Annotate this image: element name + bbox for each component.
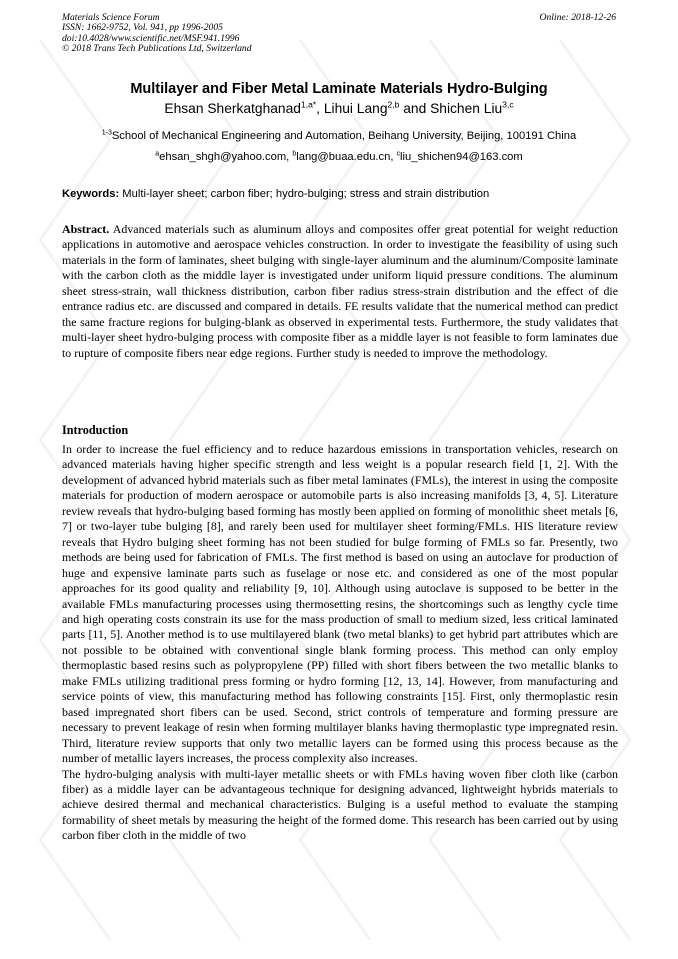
- author-superscript: 2,b: [387, 99, 400, 110]
- author-list: [0, 101, 678, 116]
- author-separator: and: [399, 101, 431, 116]
- email-link[interactable]: lang@buaa.edu.cn,: [296, 151, 397, 163]
- email-superscript: b: [292, 150, 297, 158]
- author-name: Lihui Lang: [323, 101, 388, 116]
- author-superscript: 1,a*: [300, 99, 317, 110]
- copyright-line: © 2018 Trans Tech Publications Ltd, Switzerland: [62, 43, 252, 55]
- online-date: Online: 2018-12-26: [539, 12, 616, 23]
- affiliation-superscript: 1-3: [101, 129, 112, 137]
- paragraph: In order to increase the fuel efficiency and to reduce hazardous emissions in transportation vehicles, research on advanced materials having higher specific strength and less weight is a popular research field [1, 2]. With the development of advanced hybrid materials such as fiber metal laminates (FMLs), the interest in using the composite materials for production of modern aerospace or automobile parts is also increasing manifolds [3, 4, 5]. Literature review reveals that hydro-bulging based forming has mostly been applied on forming of monolithic sheet metals [6, 7] or two-layer tube bulging [8], and rarely been used for multilayer sheet forming/FMLs. HIS literature review reveals that Hydro bulging sheet forming has not been studied for bulge forming of FMLs so far. Presently, two methods are being used for fabrication of FMLs. The first method is based on using an autoclave for production of huge and expensive laminate parts such as fuselage or nose etc. and considered as one of the most popular approaches for its good quality and reliability [9, 10]. Although using autoclave is supposed to be better in the available FMLs manufacturing processes using thermosetting resins, the shortcomings such as lengthy cycle time and high operating costs constrain its use for the mass production of small to medium sized, less critical laminated parts [11, 5]. Another method is to use multilayered blank (two metal blanks) to get hybrid part attributes which are not possible to be obtained with conventional single blank forming process. This method can only employ thermoplastic based resins such as polypropylene (PP) filled with short fibers between the two metallic blanks to make FMLs utilizing traditional press forming or hydro forming [12, 13, 14]. However, from manufacturing and service points of view, this manufacturing method has following constraints [15]. First, only thermoplastic resin based impregnated short fibers can be used. Second, strict controls of temperature and forming pressure are necessary to prevent leakage of resin when forming multilayer blanks having thermoplastic type impregnated resin. Third, literature review supports that only two metallic layers can be formed using this process because as the number of metallic layers increases, the process complexity also increases.: [62, 442, 618, 766]
- affiliation: [0, 130, 678, 142]
- section-heading: Introduction: [62, 423, 129, 437]
- paper-title: Multilayer and Fiber Metal Laminate Materials Hydro-Bulging: [130, 81, 548, 97]
- author-superscript: 3,c: [502, 99, 514, 110]
- author-separator: ,: [316, 101, 324, 116]
- abstract: [62, 222, 618, 361]
- introduction-body: [62, 442, 618, 942]
- page-header: [62, 13, 616, 55]
- keywords-text: Multi-layer sheet; carbon fiber; hydro-bulging; stress and strain distribution: [119, 188, 490, 200]
- affiliation-text: School of Mechanical Engineering and Automation, Beihang University, Beijing, 100191 China: [111, 130, 577, 142]
- journal-name: Materials Science Forum: [62, 12, 160, 23]
- keywords-label: Keywords:: [62, 188, 120, 200]
- abstract-label: Abstract.: [62, 222, 110, 236]
- author-name: Ehsan Sherkatghanad: [164, 101, 301, 116]
- email-link[interactable]: ehsan_shgh@yahoo.com,: [159, 151, 293, 163]
- author-name: Shichen Liu: [430, 101, 503, 116]
- email-superscript: c: [396, 150, 401, 158]
- abstract-text: Advanced materials such as aluminum alloys and composites offer great potential for weight reduction applications in automotive and aerospace vehicles construction. In order to investigate the feasibility of using such materials in the form of laminates, sheet bulging with single-layer aluminum and the aluminum/Composite laminate with the carbon cloth as the middle layer is investigated under uniform liquid pressure conditions. The aluminum sheet stress-strain, wall thickness distribution, carbon fiber radius stress-strain distribution and the effect of die entrance radius etc. are discussed and compared in details. FE results validate that the numerical method can predict the same fracture regions for bulging-blank as observed in experimental tests. Furthermore, the study validates that multi-layer sheet hydro-bulging process with composite fiber as a middle layer is not feasible to form laminates due to rupture of composite fibers near edge regions. Further study is needed to improve the methodology.: [62, 222, 618, 360]
- email-link[interactable]: liu_shichen94@163.com: [400, 151, 523, 163]
- keywords: [62, 188, 618, 200]
- author-emails: [0, 151, 678, 163]
- issn-line: ISSN: 1662-9752, Vol. 941, pp 1996-2005: [62, 22, 223, 34]
- email-superscript: a: [155, 150, 160, 158]
- doi-line: doi:10.4028/www.scientific.net/MSF.941.1996: [62, 32, 240, 44]
- paragraph: The hydro-bulging analysis with multi-layer metallic sheets or with FMLs having woven fiber cloth like (carbon fiber) as a middle layer can be advantageous technique for designing advanced, lightweight hybrids materials to achieve desired thermal and mechanical characteristics. Bulging is a useful method to evaluate the stamping formability of sheet metals by measuring the height of the formed dome. This research has been carried out by using carbon fiber cloth in the middle of two: [62, 766, 618, 843]
